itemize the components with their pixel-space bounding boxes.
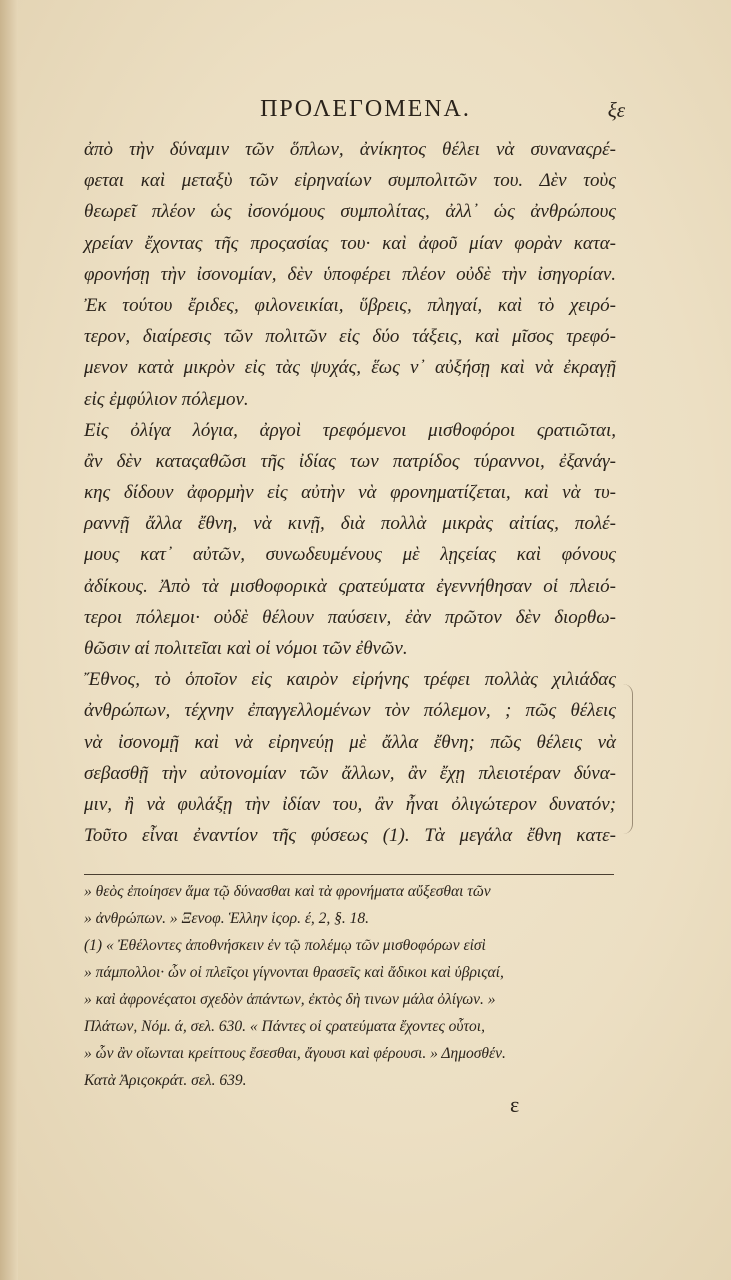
footnote-rule — [84, 874, 614, 875]
text-line: θεωρεῖ πλέον ὡς ἰσονόμους συμπολίτας, ἀλλ᾽ ὡς ἀνθρώπους — [84, 201, 616, 223]
text-line: Εἰς ὀλίγα λόγια, ἀργοὶ τρεφόμενοι μισθοφόροι ςρατιῶται, — [84, 419, 616, 441]
footnote-line: (1) « Ἐθέλοντες ἀποθνήσκειν ἐν τῷ πολέμῳ τῶν μισθοφόρων εἰσὶ — [84, 937, 486, 954]
text-line: ραννῇ ἄλλα ἔθνη, νὰ κινῇ, διὰ πολλὰ μικρὰς αἰτίας, πολέ- — [84, 513, 616, 535]
footnote-line: Κατὰ Ἀριςοκράτ. σελ. 639. — [84, 1072, 247, 1089]
text-line: νὰ ἰσονομῇ καὶ νὰ εἰρηνεύῃ μὲ ἄλλα ἔθνη; πῶς θέλεις νὰ — [84, 731, 616, 753]
footnotes — [84, 878, 614, 1094]
text-line: Ἔθνος, τὸ ὁποῖον εἰς καιρὸν εἰρήνης τρέφει πολλὰς χιλιάδας — [84, 669, 616, 691]
text-line: θῶσιν αἱ πολιτεῖαι καὶ οἱ νόμοι τῶν ἐθνῶν. — [84, 638, 408, 659]
text-line: τεροι πόλεμοι· οὐδὲ θέλουν παύσειν, ἐὰν πρῶτον δὲν διορθω- — [84, 606, 616, 628]
text-line: ἀνθρώπων, τέχνην ἐπαγγελλομένων τὸν πόλεμον, ; πῶς θέλεις — [84, 700, 616, 722]
text-line: χρείαν ἔχοντας τῆς προςασίας του· καὶ ἀφοῦ μίαν φορὰν κατα- — [84, 232, 616, 254]
footnote-line: » πάμπολλοι· ὧν οἱ πλεῖςοι γίγνονται θρασεῖς καὶ ἄδικοι καὶ ὑβριςαί, — [84, 964, 504, 981]
footnote-line: » ὧν ἂν οἴωνται κρείττους ἔσεσθαι, ἄγουσι καὶ φέρουσι. » Δημοσθέν. — [84, 1045, 506, 1062]
text-line: μενον κατὰ μικρὸν εἰς τὰς ψυχάς, ἕως ν᾽ αὐξήσῃ καὶ νὰ ἐκραγῇ — [84, 357, 616, 379]
footnote-line: » θεὸς ἐποίησεν ἅμα τῷ δύνασθαι καὶ τὰ φρονήματα αὔξεσθαι τῶν — [84, 883, 491, 900]
signature-mark: ε — [510, 1092, 520, 1117]
text-line: ἂν δὲν καταςαθῶσι τῆς ἰδίας των πατρίδος τύραννοι, ἐξανάγ- — [84, 450, 616, 472]
text-line: φρονήσῃ τὴν ἰσονομίαν, δὲν ὑποφέρει πλέον οὐδὲ τὴν ἰσηγορίαν. — [84, 263, 616, 285]
footnote-line: Πλάτων, Νόμ. ά, σελ. 630. « Πάντες οἱ ςρατεύματα ἔχοντες οὗτοι, — [84, 1018, 485, 1035]
main-text — [84, 134, 616, 851]
text-line: τερον, διαίρεσις τῶν πολιτῶν εἰς δύο τάξεις, καὶ μῖσος τρεφό- — [84, 326, 616, 348]
text-line: μιν, ἢ νὰ φυλάξῃ τὴν ἰδίαν του, ἂν ἦναι ὀλιγώτερον δυνατόν; — [84, 793, 616, 815]
text-line: σεβασθῇ τὴν αὐτονομίαν τῶν ἄλλων, ἂν ἔχῃ πλειοτέραν δύνα- — [84, 762, 616, 784]
text-line: ἀδίκους. Ἀπὸ τὰ μισθοφορικὰ ςρατεύματα ἐγεννήθησαν οἱ πλειό- — [84, 575, 616, 597]
page-title: ΠΡΟΛΕΓΟΜΕΝΑ. — [260, 96, 471, 122]
text-line: εἰς ἐμφύλιον πόλεμον. — [84, 388, 249, 410]
page-gutter — [0, 0, 18, 1280]
footnote-line: » καὶ ἀφρονέςατοι σχεδὸν ἁπάντων, ἐκτὸς δὴ τινων μάλα ὀλίγων. » — [84, 991, 496, 1008]
text-line: Τοῦτο εἶναι ἐναντίον τῆς φύσεως (1). Τὰ μεγάλα ἔθνη κατε- — [84, 825, 616, 847]
text-line: κης δίδουν ἀφορμὴν εἰς αὐτὴν νὰ φρονηματίζεται, καὶ νὰ τυ- — [84, 482, 616, 504]
text-line: ἀπὸ τὴν δύναμιν τῶν ὅπλων, ἀνίκητος θέλει νὰ συναναςρέ- — [84, 139, 616, 160]
footnote-line: » ἀνθρώπων. » Ξενοφ. Ἑλλην ἱςορ. έ, 2, §. 18. — [84, 910, 370, 927]
margin-bracket-mark — [620, 684, 633, 834]
text-line: φεται καὶ μεταξὺ τῶν εἰρηναίων συμπολιτῶν του. Δὲν τοὺς — [84, 170, 616, 192]
text-line: μους κατ᾽ αὐτῶν, συνωδευμένους μὲ λῃςείας καὶ φόνους — [84, 544, 616, 566]
text-line: Ἐκ τούτου ἔριδες, φιλονεικίαι, ὕβρεις, πληγαί, καὶ τὸ χειρό- — [84, 294, 616, 316]
page-number: ξε — [607, 98, 625, 122]
running-header — [0, 96, 731, 130]
